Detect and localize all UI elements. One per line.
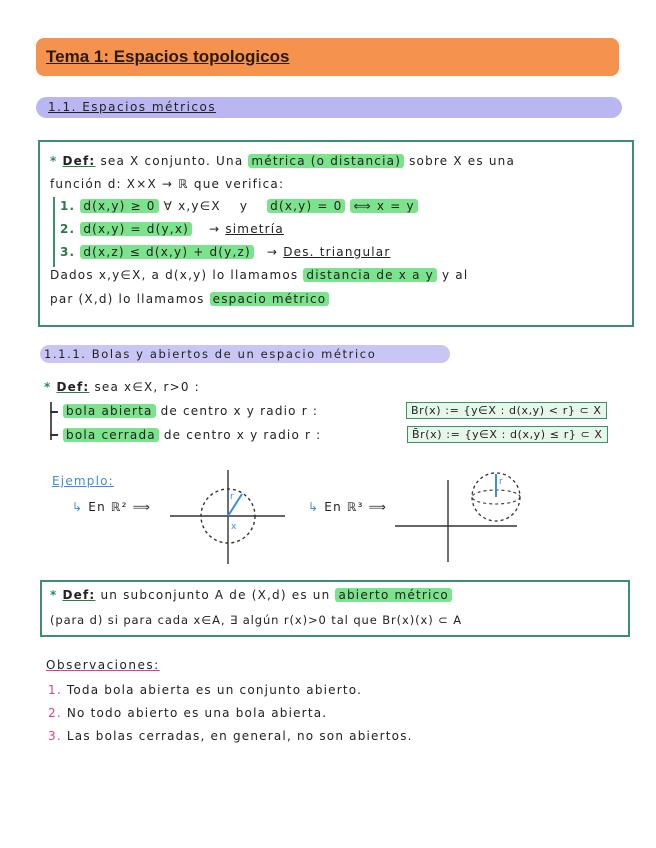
- property-name: Des. triangular: [283, 245, 391, 259]
- observations-title: Observaciones:: [46, 658, 160, 672]
- property-number: 3.: [60, 245, 76, 259]
- observation-item: [48, 729, 413, 743]
- r2-ball-diagram: [170, 466, 290, 566]
- observation-item: [48, 706, 327, 720]
- star-icon: *: [50, 154, 58, 168]
- property-2: [60, 222, 284, 236]
- highlight-formula: ⟺ x = y: [350, 199, 417, 213]
- arrow-icon: →: [266, 245, 279, 259]
- def-balls-intro: [44, 380, 200, 394]
- subsection-banner: [40, 345, 450, 363]
- property-number: 2.: [60, 222, 76, 236]
- property-bracket: [53, 197, 55, 267]
- highlight-open-ball: bola abierta: [63, 404, 156, 418]
- example-r2-label: [72, 500, 151, 514]
- highlight-distance: distancia de x a y: [303, 268, 437, 282]
- observation-text: No todo abierto es una bola abierta.: [66, 706, 328, 720]
- def-text: par (X,d) lo llamamos: [50, 292, 205, 306]
- example-text: En ℝ² ⟹: [88, 500, 152, 514]
- title-banner: [36, 38, 619, 76]
- def-text: y al: [441, 268, 469, 282]
- property-text: y: [239, 199, 249, 213]
- observation-number: 3.: [48, 729, 62, 743]
- arrow-icon: →: [209, 222, 221, 236]
- property-3: [60, 245, 390, 259]
- section-banner: [36, 97, 622, 118]
- star-icon: *: [44, 380, 52, 394]
- property-name: simetría: [225, 222, 284, 236]
- def-text: sobre X es una: [409, 154, 516, 168]
- def-text: de centro x y radio r :: [163, 428, 322, 442]
- highlight-formula: d(x,y) = 0: [267, 199, 345, 213]
- def-text: sea X conjunto. Una: [100, 154, 244, 168]
- observation-number: 2.: [48, 706, 62, 720]
- sphere-radius-label: r: [499, 477, 503, 487]
- example-title: Ejemplo:: [52, 474, 114, 488]
- def-label: Def:: [62, 588, 96, 602]
- highlight-formula: d(x,y) = d(y,x): [80, 222, 192, 236]
- star-icon: *: [50, 588, 58, 602]
- subsection-title: 1.1.1. Bolas y abiertos de un espacio métrico: [44, 347, 377, 361]
- highlight-metric-space: espacio métrico: [210, 292, 330, 306]
- arrow-icon: ↳: [72, 500, 84, 514]
- center-label: x: [231, 522, 237, 532]
- property-text: ∀ x,y∈X: [163, 199, 221, 213]
- bracket-tick: [50, 434, 58, 436]
- observation-text: Las bolas cerradas, en general, no son abiertos.: [66, 729, 413, 743]
- radius-label: r: [230, 492, 234, 502]
- open-ball-def: [63, 404, 318, 418]
- arrow-icon: ↳: [308, 500, 320, 514]
- closed-ball-formula: B̄r(x) := {y∈X : d(x,y) ≤ r} ⊂ X: [407, 426, 608, 443]
- highlight-closed-ball: bola cerrada: [63, 428, 159, 442]
- def-metric-line-6: [50, 268, 468, 282]
- section-title: 1.1. Espacios métricos: [48, 100, 217, 114]
- page-title: Tema 1: Espacios topologicos: [46, 47, 290, 66]
- def-text: de centro x y radio r :: [160, 404, 319, 418]
- def-text: un subconjunto A de (X,d) es un: [100, 588, 331, 602]
- def-metric-line-1: [50, 154, 515, 168]
- property-1: [60, 199, 418, 213]
- def-open-line-2: (para d) si para cada x∈A, ∃ algún r(x)>0 tal que Br(x)(x) ⊂ A: [50, 613, 463, 627]
- def-text: Dados x,y∈X, a d(x,y) lo llamamos: [50, 268, 299, 282]
- def-metric-line-7: [50, 292, 329, 306]
- example-text: En ℝ³ ⟹: [324, 500, 388, 514]
- def-metric-line-2: función d: X×X → ℝ que verifica:: [50, 177, 285, 191]
- highlight-formula: d(x,y) ≥ 0: [80, 199, 158, 213]
- def-open-line-1: [50, 588, 452, 602]
- def-label: Def:: [62, 154, 96, 168]
- closed-ball-def: [63, 428, 321, 442]
- observation-number: 1.: [48, 683, 62, 697]
- r3-ball-diagram: [392, 470, 532, 570]
- property-number: 1.: [60, 199, 76, 213]
- observation-text: Toda bola abierta es un conjunto abierto.: [66, 683, 363, 697]
- bracket-tick: [50, 411, 58, 413]
- highlight-formula: d(x,z) ≤ d(x,y) + d(y,z): [80, 245, 254, 259]
- example-r3-label: [308, 500, 387, 514]
- definition-metric-box: [38, 140, 634, 327]
- highlight-metric: métrica (o distancia): [248, 154, 404, 168]
- open-ball-formula: Br(x) := {y∈X : d(x,y) < r} ⊂ X: [406, 402, 607, 419]
- definition-open-box: [40, 580, 630, 637]
- def-text: sea x∈X, r>0 :: [94, 380, 200, 394]
- observation-item: [48, 683, 362, 697]
- highlight-open-metric: abierto métrico: [335, 588, 451, 602]
- def-label: Def:: [56, 380, 90, 394]
